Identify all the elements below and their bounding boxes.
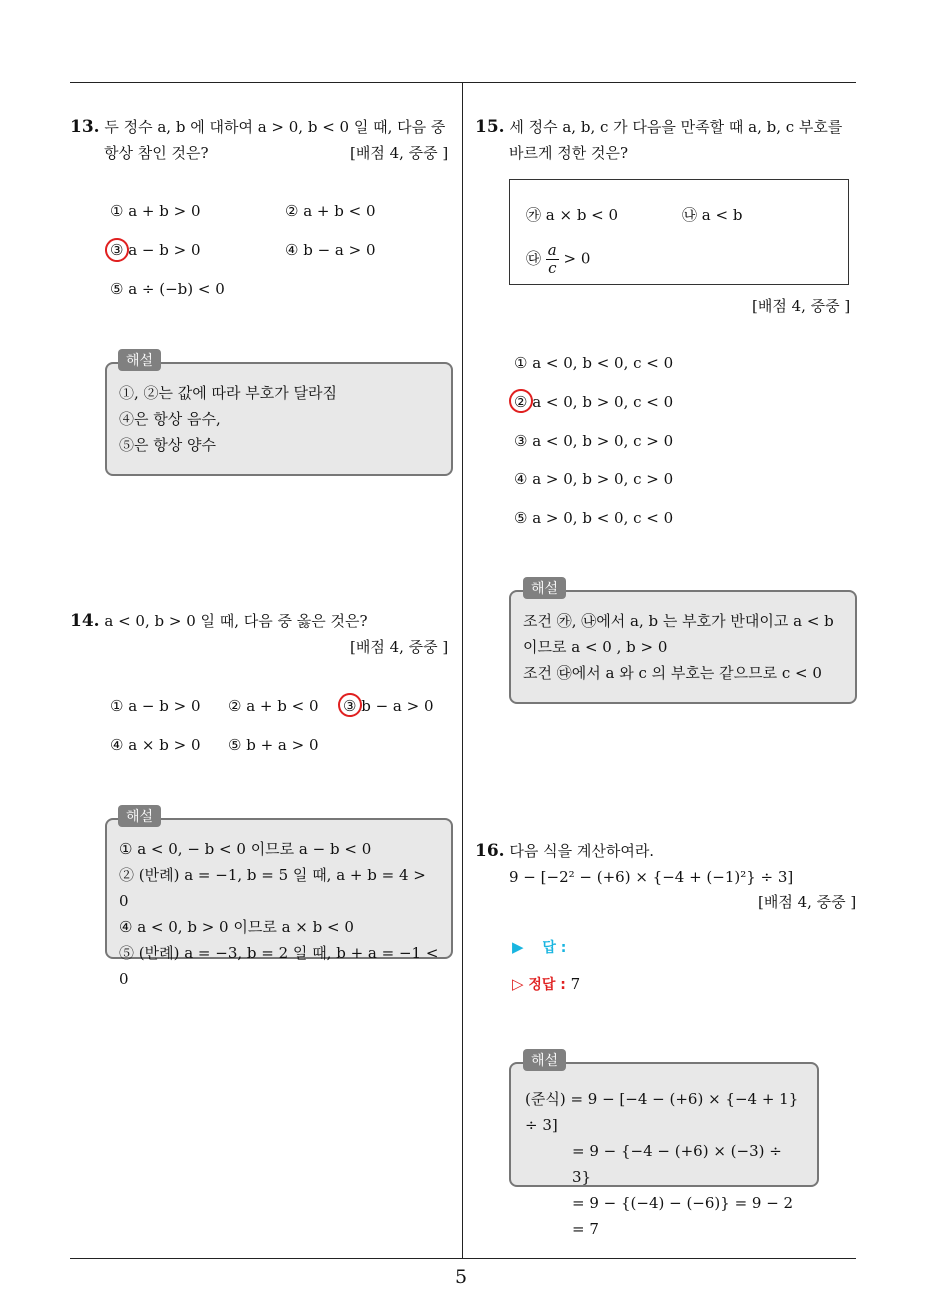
q14-explain-line1: ① a < 0, − b < 0 이므로 a − b < 0 [119, 840, 372, 858]
q15-stem: 세 정수 a, b, c 가 다음을 만족할 때 a, b, c 부호를 [509, 118, 843, 136]
q16-explain-line3: = 9 − {(−4) − (−6)} = 9 − 2 = 7 [572, 1194, 794, 1238]
q14-stem: a < 0, b > 0 일 때, 다음 중 옳은 것은? [104, 612, 368, 630]
q15-cond3 [526, 242, 590, 277]
q14-explain-tag: 해설 [118, 805, 161, 827]
page-number: 5 [455, 1266, 468, 1288]
q16-correct-row [512, 971, 580, 998]
q15-line2: 바르게 정한 것은? [509, 144, 629, 162]
q16-answer-row[interactable] [512, 934, 566, 961]
q13-line2: 항상 참인 것은? [104, 144, 209, 162]
q14-explain-line3: ④ a < 0, b > 0 이므로 a × b < 0 [119, 918, 354, 936]
q14-number: 14. [70, 611, 100, 631]
q16-line1 [475, 838, 654, 864]
q16-expression: 9 − [−2² − (+6) × {−4 + (−1)²} ÷ 3] [509, 868, 794, 886]
q14-explanation-box [105, 818, 453, 988]
q14-option-2[interactable]: ② a + b < 0 [228, 697, 319, 715]
q16-correct-label: 정답 : [528, 977, 566, 993]
q15-cond1: ㉮ a × b < 0 [526, 206, 619, 224]
q16-explain-line2: = 9 − {−4 − (+6) × (−3) ÷ 3} [572, 1142, 782, 1186]
q13-option-5[interactable]: ⑤ a ÷ (−b) < 0 [110, 280, 225, 298]
q16-score: [배점 4, 중중 ] [758, 893, 857, 911]
column-divider [462, 82, 463, 1258]
q15-explanation-box [509, 590, 857, 704]
q15-explain-line1: 조건 ㉮, ㉯에서 a, b 는 부호가 반대이고 a < b [523, 612, 834, 630]
q15-option-1[interactable]: ① a < 0, b < 0, c < 0 [514, 354, 674, 372]
q16-explain-line1: (준식) = 9 − [−4 − (+6) × {−4 + 1} ÷ 3] [525, 1090, 799, 1134]
q15-score: [배점 4, 중중 ] [752, 297, 851, 315]
q15-cond2: ㉯ a < b [682, 206, 743, 224]
outline-arrow-icon: ▷ [512, 975, 524, 993]
q16-answer-label: 답 : [542, 940, 567, 956]
q13-explain-line1: ①, ②는 값에 따라 부호가 달라짐 [119, 384, 337, 402]
q14-option-1[interactable]: ① a − b > 0 [110, 697, 201, 715]
q15-cond3-rest: > 0 [563, 249, 591, 268]
q13-line1 [70, 114, 445, 140]
q13-explain-line2: ④은 항상 음수, [119, 410, 221, 428]
q16-stem: 다음 식을 계산하여라. [509, 842, 655, 860]
q14-explain-line4: ⑤ (반례) a = −3, b = 2 일 때, b + a = −1 < 0 [119, 944, 439, 988]
q13-option-4[interactable]: ④ b − a > 0 [285, 241, 376, 259]
q15-explain-tag: 해설 [523, 577, 566, 599]
q15-cond3-numerator: a [547, 241, 557, 259]
q13-number: 13. [70, 117, 100, 137]
q15-line1 [475, 114, 842, 140]
q15-cond3-label: ㉰ [526, 249, 542, 268]
q16-number: 16. [475, 841, 505, 861]
q15-cond3-denominator: c [548, 259, 557, 277]
q15-option-5[interactable]: ⑤ a > 0, b < 0, c < 0 [514, 509, 674, 527]
bottom-rule [70, 1258, 856, 1259]
q15-explain-line3: 조건 ㉰에서 a 와 c 의 부호는 같으므로 c < 0 [523, 664, 822, 682]
q15-option-2[interactable]: ② a < 0, b > 0, c < 0 [514, 393, 674, 411]
q13-explanation-box [105, 362, 453, 476]
q15-option-4[interactable]: ④ a > 0, b > 0, c > 0 [514, 470, 674, 488]
q15-condition-box [509, 179, 849, 285]
play-arrow-icon: ▶ [512, 938, 524, 956]
q14-line1 [70, 608, 368, 634]
q13-option-1[interactable]: ① a + b > 0 [110, 202, 201, 220]
q13-explain-tag: 해설 [118, 349, 161, 371]
q14-option-5[interactable]: ⑤ b + a > 0 [228, 736, 319, 754]
q14-explain-line2: ② (반례) a = −1, b = 5 일 때, a + b = 4 > 0 [119, 866, 426, 910]
q15-option-3[interactable]: ③ a < 0, b > 0, c > 0 [514, 432, 674, 450]
q15-explain-line2: 이므로 a < 0 , b > 0 [523, 638, 668, 656]
q15-number: 15. [475, 117, 505, 137]
q14-score: [배점 4, 중중 ] [350, 638, 449, 656]
q14-option-3[interactable]: ③ b − a > 0 [343, 697, 434, 715]
q13-explain-line3: ⑤은 항상 양수 [119, 436, 216, 454]
q16-explanation-box [509, 1062, 819, 1238]
q13-score: [배점 4, 중중 ] [350, 144, 449, 162]
q16-correct-value: 7 [570, 975, 581, 993]
q15-cond3-fraction [546, 242, 559, 277]
q14-option-4[interactable]: ④ a × b > 0 [110, 736, 201, 754]
q16-explain-tag: 해설 [523, 1049, 566, 1071]
q13-option-3[interactable]: ③ a − b > 0 [110, 241, 201, 259]
q13-option-2[interactable]: ② a + b < 0 [285, 202, 376, 220]
q13-stem: 두 정수 a, b 에 대하여 a > 0, b < 0 일 때, 다음 중 [104, 118, 446, 136]
top-rule [70, 82, 856, 83]
